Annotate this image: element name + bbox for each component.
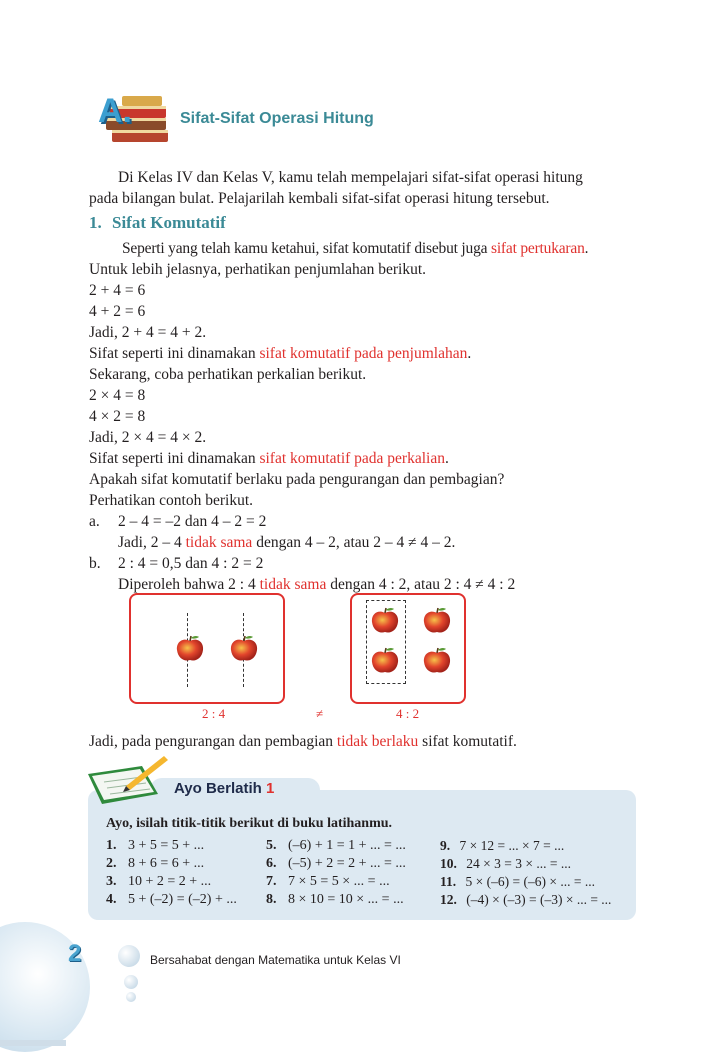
item-text: 8 + 6 = 6 + ... [128,856,205,871]
item-number: 3. [106,874,117,889]
item-number: 11. [440,874,457,889]
example-b-line-2 [118,575,515,595]
page-number: 2 [68,940,82,967]
conclusion-line [89,732,517,752]
text-run: dengan 4 – 2, atau 2 – 4 ≠ 4 – 2. [252,534,456,551]
item-text: 3 + 5 = 5 + ... [128,838,205,853]
footer-bubble [118,945,140,967]
text-run: Jadi, pada pengurangan dan pembagian [89,733,337,750]
paragraph-line: Apakah sifat komutatif berlaku pada pengurangan dan pembagian? [89,471,505,488]
exercise-instruction: Ayo, isilah titik-titik berikut di buku latihanmu. [106,816,393,831]
text-run: Sifat seperti ini dinamakan [89,345,260,362]
text-run: . [467,345,472,362]
text-run: dengan 4 : 2, atau 2 : 4 ≠ 4 : 2 [326,576,516,593]
footer-bar [0,1040,66,1046]
equation: 2 × 4 = 8 [89,387,146,404]
list-item [106,837,237,855]
caption-right: 4 : 2 [396,706,420,721]
list-label-a: a. [89,513,100,530]
item-number: 7. [266,874,277,889]
text-run: Sifat seperti ini dinamakan [89,450,260,467]
item-text: (–4) × (–3) = (–3) × ... = ... [466,892,612,907]
example-a-line-2 [118,533,455,553]
item-number: 8. [266,892,277,907]
item-text: 8 × 10 = 10 × ... = ... [288,892,404,907]
list-item [440,837,611,855]
highlight-term: tidak sama [185,534,253,551]
item-number: 4. [106,892,117,907]
item-number: 12. [440,892,457,907]
apple-icon [175,635,205,663]
intro-line-2: pada bilangan bulat. Pelajarilah kembali sifat-sifat operasi hitung tersebut. [89,190,550,207]
item-text: 7 × 5 = 5 × ... = ... [288,874,390,889]
subsection-number: 1. [89,213,102,232]
apple-icon [422,647,452,675]
exercise-title [174,780,274,797]
item-text: 7 × 12 = ... × 7 = ... [459,838,565,853]
list-item [440,891,611,909]
apple-icon [422,607,452,635]
equation: 4 × 2 = 8 [89,408,146,425]
footer-bubble [126,992,136,1002]
item-number: 9. [440,838,451,853]
text-run: sifat komutatif. [418,733,517,750]
section-title: Sifat-Sifat Operasi Hitung [180,110,374,127]
text-run: . [584,240,589,257]
item-number: 2. [106,856,117,871]
section-letter: A. [98,92,132,130]
paragraph-line [89,344,471,364]
exercise-col-2 [266,837,406,909]
caption-left: 2 : 4 [202,706,226,721]
paragraph-line [89,449,449,469]
item-text: (–6) + 1 = 1 + ... = ... [288,838,406,853]
equation: 4 + 2 = 6 [89,303,146,320]
paragraph-line [122,239,588,259]
exercise-col-3 [440,837,611,909]
list-item [266,873,406,891]
list-item [440,873,611,891]
list-item [266,837,406,855]
highlight-term: sifat pertukaran [490,240,585,257]
equation: 2 + 4 = 6 [89,282,146,299]
list-item [266,855,406,873]
text-run: Jadi, 2 – 4 [118,534,186,551]
item-text: 24 × 3 = 3 × ... = ... [466,856,571,871]
apple-icon [370,607,400,635]
paragraph-line: Sekarang, coba perhatikan perkalian berikut. [89,366,367,383]
subsection-title: Sifat Komutatif [112,213,226,232]
list-item [106,891,237,909]
example-a-line-1: 2 – 4 = –2 dan 4 – 2 = 2 [118,513,267,530]
highlight-term: sifat komutatif pada perkalian [259,450,445,467]
list-item [266,891,406,909]
example-b-line-1: 2 : 4 = 0,5 dan 4 : 2 = 2 [118,555,264,572]
text-run: Diperoleh bahwa 2 : 4 [118,576,260,593]
item-number: 10. [440,856,457,871]
highlight-term: sifat komutatif pada penjumlahan [259,345,468,362]
figure-panel-right [350,593,466,704]
list-item [106,855,237,873]
caption-not-equal: ≠ [316,706,324,721]
footer-text: Bersahabat dengan Matematika untuk Kelas VI [150,953,401,967]
figure-panel-left [129,593,285,704]
text-run: Seperti yang telah kamu ketahui, sifat komutatif disebut juga [122,240,491,257]
paragraph-line: Untuk lebih jelasnya, perhatikan penjumlahan berikut. [89,261,427,278]
item-number: 1. [106,838,117,853]
apple-icon [370,647,400,675]
intro-line-1: Di Kelas IV dan Kelas V, kamu telah mempelajari sifat-sifat operasi hitung [118,169,583,186]
item-number: 6. [266,856,277,871]
paragraph-line: Perhatikan contoh berikut. [89,492,253,509]
text-run: . [444,450,449,467]
item-text: (–5) + 2 = 2 + ... = ... [288,856,406,871]
list-item [106,873,237,891]
item-number: 5. [266,838,277,853]
notebook-pencil-icon [82,752,172,808]
footer-bubble [124,975,138,989]
item-text: 5 + (–2) = (–2) + ... [128,892,237,907]
highlight-term: tidak berlaku [336,733,419,750]
paragraph-line: Jadi, 2 + 4 = 4 + 2. [89,324,207,341]
exercise-col-1 [106,837,237,909]
highlight-term: tidak sama [259,576,327,593]
apple-icon [229,635,259,663]
item-text: 5 × (–6) = (–6) × ... = ... [465,874,595,889]
subsection-heading [89,213,226,233]
item-text: 10 + 2 = 2 + ... [128,874,212,889]
paragraph-line: Jadi, 2 × 4 = 4 × 2. [89,429,207,446]
exercise-number: 1 [265,780,275,797]
list-item [440,855,611,873]
list-label-b: b. [89,555,101,572]
exercise-title-text: Ayo Berlatih [174,780,262,797]
